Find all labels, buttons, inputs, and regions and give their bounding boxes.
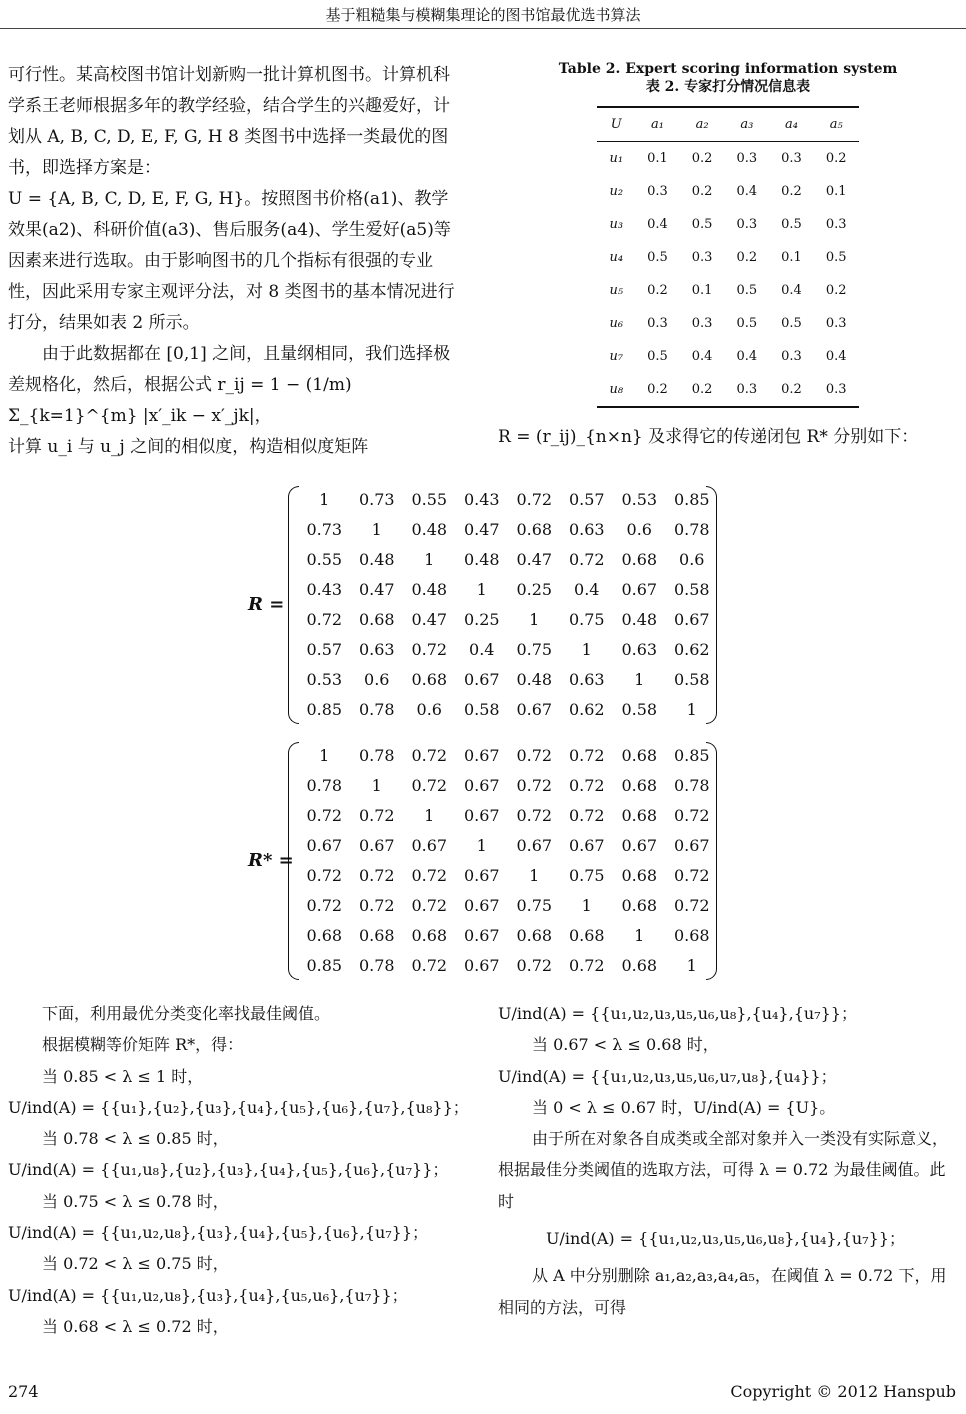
matrix-cell: 0.72 <box>306 865 343 885</box>
matrix-rstar-table <box>298 740 718 980</box>
row-label-cell: u₆ <box>609 316 624 331</box>
table-cell: 0.4 <box>736 349 758 364</box>
matrix-cell: 0.72 <box>568 955 605 975</box>
table-cell: 0.1 <box>647 151 668 166</box>
matrix-cell: 0.57 <box>568 489 605 509</box>
matrix-cell: 0.72 <box>568 775 605 795</box>
table-body <box>597 142 858 408</box>
matrix-cell: 0.75 <box>568 609 605 629</box>
table-cell: 0.2 <box>825 283 847 298</box>
matrix-cell: 0.25 <box>516 579 553 599</box>
table-cell: 0.2 <box>691 382 713 397</box>
table-cell: 0.4 <box>736 184 758 199</box>
matrix-cell: 0.72 <box>673 895 710 915</box>
table-header-cell: a₅ <box>829 117 843 132</box>
matrix-cell: 1 <box>319 745 330 765</box>
matrix-cell: 0.75 <box>516 639 553 659</box>
table-cell: 0.5 <box>781 316 802 331</box>
table-cell: 0.4 <box>781 283 802 298</box>
row-label-cell: u₄ <box>609 250 624 265</box>
matrix-cell: 0.67 <box>463 865 500 885</box>
matrix-cell: 0.68 <box>411 669 448 689</box>
matrix-cell: 0.73 <box>358 489 395 509</box>
matrix-cell: 0.67 <box>463 925 500 945</box>
matrix-cell: 0.57 <box>306 639 343 659</box>
matrix-cell: 1 <box>371 519 382 539</box>
matrix-cell: 0.63 <box>568 669 605 689</box>
matrix-cell: 0.78 <box>358 699 395 719</box>
matrix-cell: 0.68 <box>358 609 395 629</box>
matrix-cell: 0.55 <box>411 489 448 509</box>
table-cell: 0.3 <box>736 382 758 397</box>
table-cell: 0.2 <box>691 184 713 199</box>
matrix-cell: 0.68 <box>621 775 658 795</box>
matrix-row <box>298 800 718 830</box>
matrix-cell: 0.67 <box>358 835 395 855</box>
header-rule <box>0 28 966 29</box>
text-line: U/ind(A) = {{u₁,u₂,u₃,u₅,u₆,u₈},{u₄},{u₇}}； <box>546 1229 905 1249</box>
matrix-cell: 0.68 <box>516 519 553 539</box>
matrix-cell: 0.47 <box>516 549 553 569</box>
matrix-cell: 0.68 <box>621 805 658 825</box>
row-label-cell: u₇ <box>609 349 624 364</box>
row-label-cell: u₅ <box>609 283 624 298</box>
text-line: U/ind(A) = {{u₁,u₂,u₃,u₅,u₆,u₇,u₈},{u₄}}； <box>498 1066 837 1086</box>
matrix-row <box>298 604 718 634</box>
table-cell: 0.2 <box>825 151 847 166</box>
matrix-cell: 0.47 <box>411 609 448 629</box>
matrix-cell: 0.78 <box>673 519 710 539</box>
matrix-cell: 0.78 <box>306 775 343 795</box>
matrix-cell: 0.68 <box>621 865 658 885</box>
paragraph-similarity: 计算 u_i 与 u_j 之间的相似度，构造相似度矩阵 <box>8 437 369 457</box>
matrix-cell: 0.48 <box>463 549 500 569</box>
matrix-cell: 0.72 <box>673 865 710 885</box>
table-cell: 0.5 <box>736 283 758 298</box>
matrix-cell: 0.48 <box>621 609 658 629</box>
expert-scoring-table <box>597 106 858 408</box>
matrix-cell: 0.67 <box>621 579 658 599</box>
row-label-cell: u₈ <box>609 382 624 397</box>
matrix-cell: 0.67 <box>463 895 500 915</box>
matrix-cell: 0.25 <box>463 609 500 629</box>
table-caption-en: Table 2. Expert scoring information system <box>558 61 898 77</box>
table-row <box>597 340 858 373</box>
table-cell: 0.5 <box>647 250 668 265</box>
table-cell: 0.2 <box>647 382 668 397</box>
matrix-cell: 0.72 <box>306 895 343 915</box>
table-cell: 0.2 <box>647 283 668 298</box>
table-cell: 0.4 <box>691 349 713 364</box>
matrix-row <box>298 770 718 800</box>
matrix-cell: 0.47 <box>463 519 500 539</box>
table-cell: 0.5 <box>691 217 713 232</box>
matrix-cell: 0.53 <box>621 489 658 509</box>
matrix-cell: 0.58 <box>673 669 710 689</box>
table-row <box>597 307 858 340</box>
matrix-cell: 0.72 <box>516 955 553 975</box>
matrix-cell: 0.72 <box>516 489 553 509</box>
matrix-cell: 0.6 <box>416 699 442 719</box>
matrix-cell: 0.4 <box>574 579 600 599</box>
matrix-row <box>298 514 718 544</box>
table-row <box>597 373 858 407</box>
table-header-row <box>597 107 858 142</box>
matrix-cell: 0.68 <box>411 925 448 945</box>
text-line: 当 0.78 < λ ≤ 0.85 时， <box>42 1129 229 1149</box>
matrix-cell: 0.72 <box>306 805 343 825</box>
matrix-cell: 0.72 <box>568 805 605 825</box>
matrix-cell: 1 <box>476 579 487 599</box>
table-cell: 0.5 <box>781 217 802 232</box>
matrix-cell: 1 <box>424 805 435 825</box>
matrix-cell: 0.58 <box>673 579 710 599</box>
matrix-cell: 1 <box>529 609 540 629</box>
matrix-cell: 0.63 <box>568 519 605 539</box>
matrix-cell: 0.58 <box>621 699 658 719</box>
table-header-cell: U <box>610 117 622 132</box>
matrix-cell: 0.85 <box>306 699 343 719</box>
matrix-cell: 0.47 <box>358 579 395 599</box>
table-cell: 0.2 <box>781 382 802 397</box>
matrix-cell: 0.67 <box>516 699 553 719</box>
matrix-cell: 1 <box>319 489 330 509</box>
table-cell: 0.5 <box>825 250 847 265</box>
row-label-cell: u₃ <box>609 217 624 232</box>
matrix-cell: 0.68 <box>306 925 343 945</box>
matrix-cell: 0.53 <box>306 669 343 689</box>
text-line: U/ind(A) = {{u₁,u₂,u₈},{u₃},{u₄},{u₅},{u₆},{u₇}}； <box>8 1223 429 1243</box>
table-row <box>597 241 858 274</box>
matrix-cell: 0.78 <box>358 955 395 975</box>
matrix-cell: 0.68 <box>621 549 658 569</box>
matrix-cell: 0.48 <box>358 549 395 569</box>
table-cell: 0.3 <box>781 349 802 364</box>
matrix-row <box>298 860 718 890</box>
table-cell: 0.3 <box>825 316 847 331</box>
paragraph-factors: U = {A, B, C, D, E, F, G, H}。按照图书价格(a1)、教学效果(a2)、科研价值(a3)、售后服务(a4)、学生爱好(a5)等因素来进行选取。由于影响图书的几个指标有很强的专业性，因此采用专家主观评分法，对 8 类图书的基本情况进行打分，结果如表 2 所示。 <box>8 189 455 333</box>
matrix-cell: 0.43 <box>306 579 343 599</box>
matrix-cell: 1 <box>581 895 592 915</box>
matrix-cell: 0.85 <box>673 745 710 765</box>
matrix-cell: 0.67 <box>463 775 500 795</box>
matrix-cell: 0.68 <box>621 895 658 915</box>
matrix-cell: 0.72 <box>306 609 343 629</box>
matrix-cell: 0.85 <box>673 489 710 509</box>
matrix-cell: 0.67 <box>463 669 500 689</box>
matrix-cell: 1 <box>686 699 697 719</box>
table-header-cell: a₃ <box>740 117 754 132</box>
matrix-cell: 0.48 <box>411 579 448 599</box>
matrix-cell: 0.75 <box>568 865 605 885</box>
table-cell: 0.1 <box>825 184 847 199</box>
table-cell: 0.3 <box>736 217 758 232</box>
matrix-r-table <box>298 484 718 724</box>
table-cell: 0.1 <box>781 250 802 265</box>
matrix-row <box>298 740 718 770</box>
matrix-cell: 0.72 <box>411 955 448 975</box>
text-line: 由于所在对象各自成类或全部对象并入一类没有实际意义，根据最佳分类阈值的选取方法，可得 λ = 0.72 为最佳阈值。此时 <box>498 1129 949 1211</box>
page-number: 274 <box>8 1382 39 1401</box>
matrix-r-label: R = <box>248 594 285 615</box>
bottom-left-text <box>8 998 478 1342</box>
matrix-cell: 0.63 <box>358 639 395 659</box>
matrix-cell: 0.4 <box>469 639 495 659</box>
row-label-cell: u₂ <box>609 184 624 199</box>
matrix-row <box>298 950 718 980</box>
matrix-cell: 1 <box>476 835 487 855</box>
matrix-cell: 0.6 <box>679 549 705 569</box>
matrix-cell: 0.72 <box>568 549 605 569</box>
matrix-cell: 0.67 <box>673 609 710 629</box>
matrix-cell: 0.43 <box>463 489 500 509</box>
matrix-cell: 0.68 <box>358 925 395 945</box>
matrix-cell: 0.68 <box>621 955 658 975</box>
matrix-cell: 0.72 <box>358 805 395 825</box>
table-header-cell: a₁ <box>650 117 664 132</box>
table-cell: 0.3 <box>647 316 668 331</box>
matrix-row <box>298 664 718 694</box>
matrix-cell: 0.78 <box>673 775 710 795</box>
matrix-cell: 0.6 <box>626 519 652 539</box>
matrix-row <box>298 544 718 574</box>
matrix-cell: 0.67 <box>673 835 710 855</box>
matrix-cell: 0.72 <box>411 775 448 795</box>
table-caption-zh: 表 2. 专家打分情况信息表 <box>645 79 811 95</box>
text-line: 当 0.72 < λ ≤ 0.75 时， <box>42 1254 229 1274</box>
right-formula-line: R = (r_ij)_{n×n} 及求得它的传递闭包 R* 分别如下： <box>498 427 919 447</box>
matrix-cell: 0.68 <box>621 745 658 765</box>
matrix-cell: 0.75 <box>516 895 553 915</box>
matrix-cell: 1 <box>371 775 382 795</box>
matrix-cell: 0.67 <box>463 745 500 765</box>
matrix-cell: 0.67 <box>306 835 343 855</box>
text-line: U/ind(A) = {{u₁,u₈},{u₂},{u₃},{u₄},{u₅},{u₆},{u₇}}； <box>8 1160 449 1180</box>
table-cell: 0.3 <box>691 316 713 331</box>
matrix-cell: 0.72 <box>358 865 395 885</box>
matrix-cell: 0.73 <box>306 519 343 539</box>
table-cell: 0.3 <box>781 151 802 166</box>
matrix-cell: 0.72 <box>411 639 448 659</box>
matrix-row <box>298 890 718 920</box>
table-cell: 0.4 <box>647 217 668 232</box>
matrix-cell: 0.68 <box>568 925 605 945</box>
table-cell: 0.3 <box>647 184 668 199</box>
matrix-cell: 0.72 <box>358 895 395 915</box>
matrix-cell: 0.68 <box>673 925 710 945</box>
matrix-cell: 0.78 <box>358 745 395 765</box>
matrix-cell: 0.48 <box>411 519 448 539</box>
matrix-cell: 0.67 <box>411 835 448 855</box>
table-cell: 0.3 <box>825 382 847 397</box>
text-line: 当 0 < λ ≤ 0.67 时，U/ind(A) = {U}。 <box>532 1097 836 1117</box>
matrix-row <box>298 574 718 604</box>
text-line: 当 0.75 < λ ≤ 0.78 时， <box>42 1191 229 1211</box>
matrix-cell: 0.55 <box>306 549 343 569</box>
matrix-cell: 0.67 <box>568 835 605 855</box>
matrix-cell: 1 <box>529 865 540 885</box>
left-column-text <box>8 60 463 463</box>
text-line: U/ind(A) = {{u₁,u₂,u₃,u₅,u₆,u₈},{u₄},{u₇}}； <box>498 1004 857 1023</box>
matrix-cell: 0.72 <box>411 895 448 915</box>
matrix-cell: 1 <box>634 925 645 945</box>
table-row <box>597 208 858 241</box>
matrix-cell: 0.67 <box>463 805 500 825</box>
matrix-cell: 0.67 <box>621 835 658 855</box>
matrix-cell: 1 <box>686 955 697 975</box>
matrix-row <box>298 920 718 950</box>
table-cell: 0.1 <box>691 283 713 298</box>
text-line: 从 A 中分别删除 a₁,a₂,a₃,a₄,a₅，在阈值 λ = 0.72 下，用相同的方法，可得 <box>498 1266 947 1317</box>
matrix-cell: 0.67 <box>463 955 500 975</box>
matrix-cell: 0.6 <box>364 669 390 689</box>
table-row <box>597 175 858 208</box>
text-line: 下面，利用最优分类变化率找最佳阈值。 <box>42 1004 331 1023</box>
table-cell: 0.4 <box>825 349 847 364</box>
text-line: 根据模糊等价矩阵 R*，得： <box>42 1035 244 1055</box>
text-line: 当 0.85 < λ ≤ 1 时， <box>42 1066 204 1086</box>
matrix-cell: 0.72 <box>568 745 605 765</box>
matrix-cell: 0.48 <box>516 669 553 689</box>
table-cell: 0.3 <box>736 151 758 166</box>
matrix-cell: 0.85 <box>306 955 343 975</box>
matrix-row <box>298 830 718 860</box>
table-cell: 0.2 <box>781 184 802 199</box>
paragraph-intro: 可行性。某高校图书馆计划新购一批计算机图书。计算机科学系王老师根据多年的教学经验，结合学生的兴趣爱好，计划从 A, B, C, D, E, F, G, H 8 类图书中选择一类最优的图书，即选择方案是： <box>8 65 450 178</box>
matrix-row <box>298 484 718 514</box>
matrix-row <box>298 634 718 664</box>
table-cell: 0.2 <box>691 151 713 166</box>
table-cell: 0.3 <box>825 217 847 232</box>
matrix-cell: 1 <box>581 639 592 659</box>
table-header-cell: a₄ <box>785 117 798 132</box>
text-line: 当 0.67 < λ ≤ 0.68 时， <box>532 1035 719 1055</box>
matrix-cell: 0.62 <box>568 699 605 719</box>
matrix-row <box>298 694 718 724</box>
table-cell: 0.5 <box>647 349 668 364</box>
table-row <box>597 274 858 307</box>
matrix-cell: 0.72 <box>516 775 553 795</box>
matrix-cell: 0.67 <box>516 835 553 855</box>
matrix-cell: 1 <box>424 549 435 569</box>
matrix-cell: 0.72 <box>673 805 710 825</box>
matrix-cell: 0.62 <box>673 639 710 659</box>
table-cell: 0.2 <box>736 250 758 265</box>
text-line: U/ind(A) = {{u₁,u₂,u₈},{u₃},{u₄},{u₅,u₆},{u₇}}； <box>8 1285 408 1305</box>
table-cell: 0.3 <box>691 250 713 265</box>
table-cell: 0.5 <box>736 316 758 331</box>
copyright: Copyright © 2012 Hanspub <box>730 1382 956 1401</box>
table-header-cell: a₂ <box>695 117 709 132</box>
matrix-cell: 0.72 <box>411 865 448 885</box>
matrix-cell: 0.68 <box>516 925 553 945</box>
matrix-rstar-label: R* = <box>248 850 294 871</box>
paragraph-formula: 由于此数据都在 [0,1] 之间，且量纲相同，我们选择极差规格化，然后，根据公式 r_ij = 1 − (1/m) Σ_{k=1}^{m} |x′_ik − x′_jk|， <box>8 344 451 426</box>
matrix-cell: 0.72 <box>516 805 553 825</box>
matrix-cell: 0.72 <box>516 745 553 765</box>
matrix-cell: 0.58 <box>463 699 500 719</box>
right-bracket <box>706 742 717 980</box>
bottom-right-text <box>498 998 960 1323</box>
table-row <box>597 142 858 176</box>
text-line: U/ind(A) = {{u₁},{u₂},{u₃},{u₄},{u₅},{u₆},{u₇},{u₈}}； <box>8 1097 469 1117</box>
matrix-cell: 0.72 <box>411 745 448 765</box>
matrix-cell: 0.63 <box>621 639 658 659</box>
matrix-cell: 1 <box>634 669 645 689</box>
row-label-cell: u₁ <box>609 151 624 166</box>
text-line: 当 0.68 < λ ≤ 0.72 时， <box>42 1316 229 1336</box>
running-header: 基于粗糙集与模糊集理论的图书馆最优选书算法 <box>325 6 641 24</box>
right-column-table <box>498 60 958 453</box>
right-bracket <box>706 486 717 724</box>
